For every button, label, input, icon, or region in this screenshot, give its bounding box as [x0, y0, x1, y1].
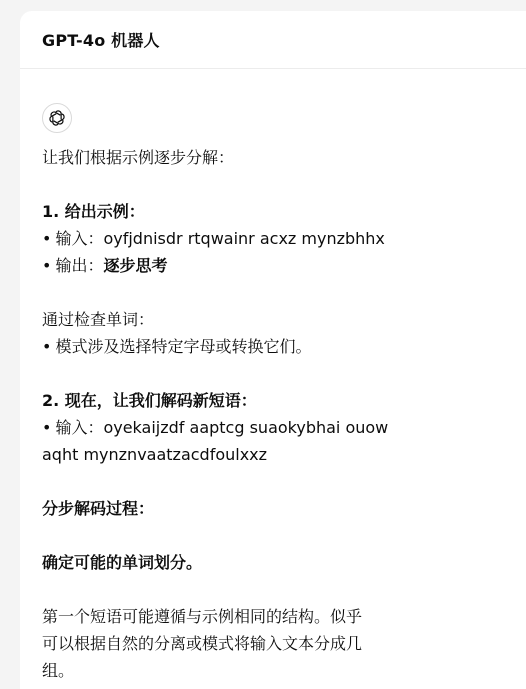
example-output-value: 逐步思考: [103, 256, 168, 275]
step-heading: 分步解码过程：: [42, 499, 155, 518]
input-label: 输入：: [55, 229, 104, 248]
paragraph-line-1: 第一个短语可能遵循与示例相同的结构。似乎: [42, 607, 363, 626]
paragraph-line-2: 可以根据自然的分离或模式将输入文本分成几: [42, 634, 363, 653]
example-input-line: [42, 225, 412, 252]
pattern-text: 模式涉及选择特定字母或转换它们。: [55, 337, 312, 356]
example-output-line: [42, 252, 412, 279]
check-words-text: 通过检查单词：: [42, 310, 155, 329]
input-label: 输入：: [55, 418, 104, 437]
section-2-heading: 2. 现在，让我们解码新短语：: [42, 391, 257, 410]
chat-panel: [20, 11, 526, 689]
message-body: [42, 144, 412, 684]
new-input-value-line1: oyekaijzdf aaptcg suaokybhai ouow: [103, 418, 389, 437]
bullet-icon: •: [42, 337, 52, 356]
paragraph-line-3: 组。: [42, 661, 75, 680]
model-title[interactable]: GPT-4o 机器人: [42, 31, 160, 50]
bullet-icon: •: [42, 418, 52, 437]
assistant-message: [20, 69, 412, 684]
output-label: 输出：: [55, 256, 104, 275]
bullet-icon: •: [42, 229, 52, 248]
assistant-avatar: [42, 103, 72, 133]
new-input-line: [42, 414, 412, 441]
chat-header: [20, 11, 526, 69]
example-input-value: oyfjdnisdr rtqwainr acxz mynzbhhx: [103, 229, 385, 248]
bullet-icon: •: [42, 256, 52, 275]
openai-logo-icon: [48, 109, 66, 127]
intro-text: 让我们根据示例逐步分解：: [42, 148, 235, 167]
pattern-line: [42, 333, 412, 360]
new-input-value-line2: aqht mynznvaatzacdfoulxxz: [42, 445, 268, 464]
section-1-heading: 1. 给出示例：: [42, 202, 145, 221]
determine-heading: 确定可能的单词划分。: [42, 553, 203, 572]
